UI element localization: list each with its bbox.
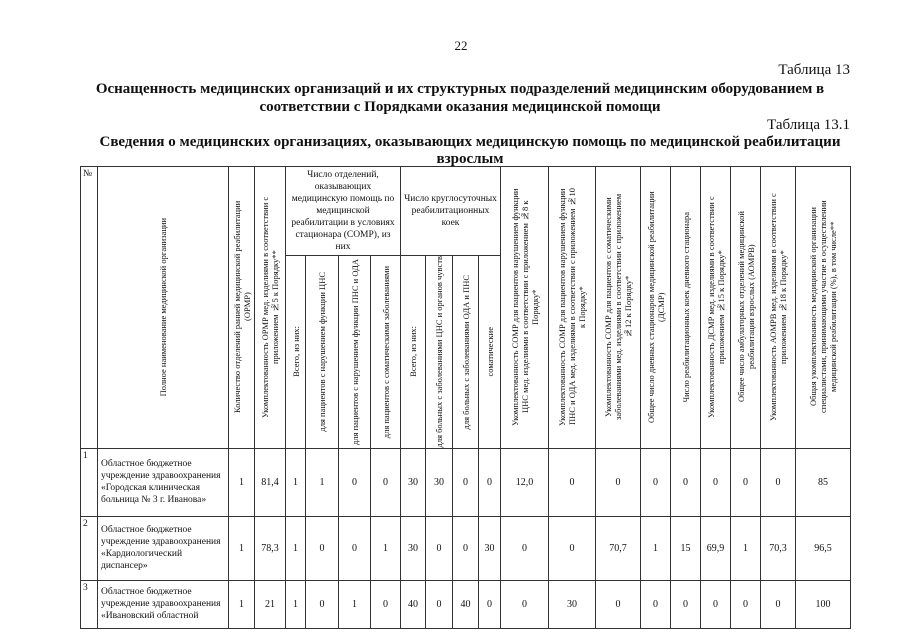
table-title: Сведения о медицинских организациях, оказывающих медицинскую помощь по медицинской реабилитации взрослым xyxy=(99,134,841,167)
table-cell: 0 xyxy=(306,580,339,628)
table-cell: 1 xyxy=(339,580,371,628)
header-num: № xyxy=(81,167,98,449)
header-comp-pns-equip: Укомплектованность СОМР для пациентов нарушением функции ПНС и ОДА мед. изделиями в соответствии с приложением №10 к Порядку* xyxy=(549,167,596,449)
table-cell: 0 xyxy=(549,516,596,580)
header-name: Полное наименование медицинской организации xyxy=(98,167,229,449)
table-cell: 0 xyxy=(453,516,479,580)
table-cell: 0 xyxy=(479,580,501,628)
header-beds-som: соматические xyxy=(479,256,501,449)
table-label: Таблица 13 xyxy=(778,62,850,78)
table-row xyxy=(81,580,851,628)
header-comp-som-equip: Укомплектованность СОМР для пациентов с соматическими заболеваниями мед. изделиями в соответствии с приложением №12 к Порядку* xyxy=(596,167,641,449)
table-cell: 30 xyxy=(401,516,426,580)
header-aomrv-total: Общее число амбулаторных отделений медицинской реабилитации взрослых (АОМРВ) xyxy=(731,167,761,449)
table-cell: 0 xyxy=(306,516,339,580)
equipment-table xyxy=(80,166,851,629)
table-cell: 0 xyxy=(596,580,641,628)
table-cell: 0 xyxy=(371,580,401,628)
table-cell: 1 xyxy=(286,448,306,516)
table-cell: 0 xyxy=(641,580,671,628)
table-cell: 21 xyxy=(255,580,286,628)
table-cell: 0 xyxy=(671,448,701,516)
header-dsmr-equip: Укомплектованность ДСМР мед. изделиями в соответствии с приложением №15 к Порядку* xyxy=(701,167,731,449)
table-cell: 0 xyxy=(701,580,731,628)
header-ormp-equip: Укомплектованность ОРМР мед. изделиями в соответствии с приложением №5 к Порядку** xyxy=(255,167,286,449)
table-cell: 1 xyxy=(286,516,306,580)
table-cell: 0 xyxy=(761,448,796,516)
table-cell: 30 xyxy=(401,448,426,516)
table-cell: 0 xyxy=(671,580,701,628)
table-cell: 1 xyxy=(306,448,339,516)
table-cell: 81,4 xyxy=(255,448,286,516)
table-cell: 1 xyxy=(371,516,401,580)
table-cell: 0 xyxy=(731,448,761,516)
table-cell: 0 xyxy=(596,448,641,516)
header-beds-cns: для больных с заболеваниями ЦНС и органов чувств xyxy=(426,256,453,449)
header-day-beds: Число реабилитационных коек дневного стационара xyxy=(671,167,701,449)
table-cell: 40 xyxy=(401,580,426,628)
table-cell: 100 xyxy=(796,580,851,628)
table-row xyxy=(81,516,851,580)
table-cell: 1 xyxy=(229,448,255,516)
table-cell: 0 xyxy=(479,448,501,516)
header-comp-som: для пациентов с соматическими заболеваниями xyxy=(371,256,401,449)
header-beds-total: Всего, из них: xyxy=(401,256,426,449)
header-dsmr-total: Общее число дневных стационаров медицинской реабилитации (ДСМР) xyxy=(641,167,671,449)
row-number: 3 xyxy=(81,580,98,628)
header-comp-pns: для пациентов с нарушением функции ПНС и ОДА xyxy=(339,256,371,449)
header-comp-cns: для пациентов с нарушением функции ЦНС xyxy=(306,256,339,449)
table-cell: 0 xyxy=(339,448,371,516)
table-row xyxy=(81,448,851,516)
table-cell: 69,9 xyxy=(701,516,731,580)
table-cell: 0 xyxy=(501,516,549,580)
table-cell: 70,7 xyxy=(596,516,641,580)
table-cell: 1 xyxy=(641,516,671,580)
page-number: 22 xyxy=(454,38,468,53)
subtable-label: Таблица 13.1 xyxy=(767,117,850,133)
header-staffing: Общая укомплектованность медицинской организации специалистами, принимающими участие в осуществлении медицинской реабилитации (%), в том числе** xyxy=(796,167,851,449)
table-cell: 0 xyxy=(339,516,371,580)
table-cell: 0 xyxy=(701,448,731,516)
header-beds-group: Число круглосуточных реабилитационных коек xyxy=(401,167,501,256)
table-cell: 1 xyxy=(229,516,255,580)
table-cell: 78,3 xyxy=(255,516,286,580)
table-cell: 85 xyxy=(796,448,851,516)
table-cell: 0 xyxy=(761,580,796,628)
header-comp-cns-equip: Укомплектованность СОМР для пациентов нарушением функции ЦНС мед. изделиями в соответствии с приложением №8 к Порядку* xyxy=(501,167,549,449)
table-cell: 70,3 xyxy=(761,516,796,580)
table-cell: 0 xyxy=(426,580,453,628)
table-cell: 0 xyxy=(453,448,479,516)
table-cell: 30 xyxy=(549,580,596,628)
table-cell: 40 xyxy=(453,580,479,628)
table-cell: 30 xyxy=(426,448,453,516)
table-cell: 0 xyxy=(549,448,596,516)
table-cell: 0 xyxy=(501,580,549,628)
header-aomrv-equip: Укомплектованность АОМРВ мед. изделиями в соответствии с приложением №18 к Порядку* xyxy=(761,167,796,449)
document-title: Оснащенность медицинских организаций и их структурных подразделений медицинским оборудованием в соответствии с Порядками оказания медицинской помощи xyxy=(95,81,825,115)
organization-name: Областное бюджетное учреждение здравоохранения «Кардиологический диспансер» xyxy=(98,516,229,580)
table-cell: 1 xyxy=(229,580,255,628)
header-comp-group: Число отделений, оказывающих медицинскую помощь по медицинской реабилитации в условиях стационара (СОМР), из них xyxy=(286,167,401,256)
table-cell: 0 xyxy=(641,448,671,516)
table-cell: 0 xyxy=(371,448,401,516)
table-cell: 12,0 xyxy=(501,448,549,516)
table-cell: 0 xyxy=(426,516,453,580)
table-cell: 0 xyxy=(731,580,761,628)
table-cell: 30 xyxy=(479,516,501,580)
organization-name: Областное бюджетное учреждение здравоохранения «Ивановский областной xyxy=(98,580,229,628)
row-number: 1 xyxy=(81,448,98,516)
table-cell: 15 xyxy=(671,516,701,580)
table-cell: 1 xyxy=(731,516,761,580)
header-comp-total: Всего, из них: xyxy=(286,256,306,449)
row-number: 2 xyxy=(81,516,98,580)
organization-name: Областное бюджетное учреждение здравоохранения «Городская клиническая больница № 3 г. Иванова» xyxy=(98,448,229,516)
header-beds-oda: для больных с заболеваниями ОДА и ПНС xyxy=(453,256,479,449)
table-cell: 1 xyxy=(286,580,306,628)
table-cell: 96,5 xyxy=(796,516,851,580)
header-ormp-count: Количество отделений ранней медицинской реабилитации (ОРМР) xyxy=(229,167,255,449)
